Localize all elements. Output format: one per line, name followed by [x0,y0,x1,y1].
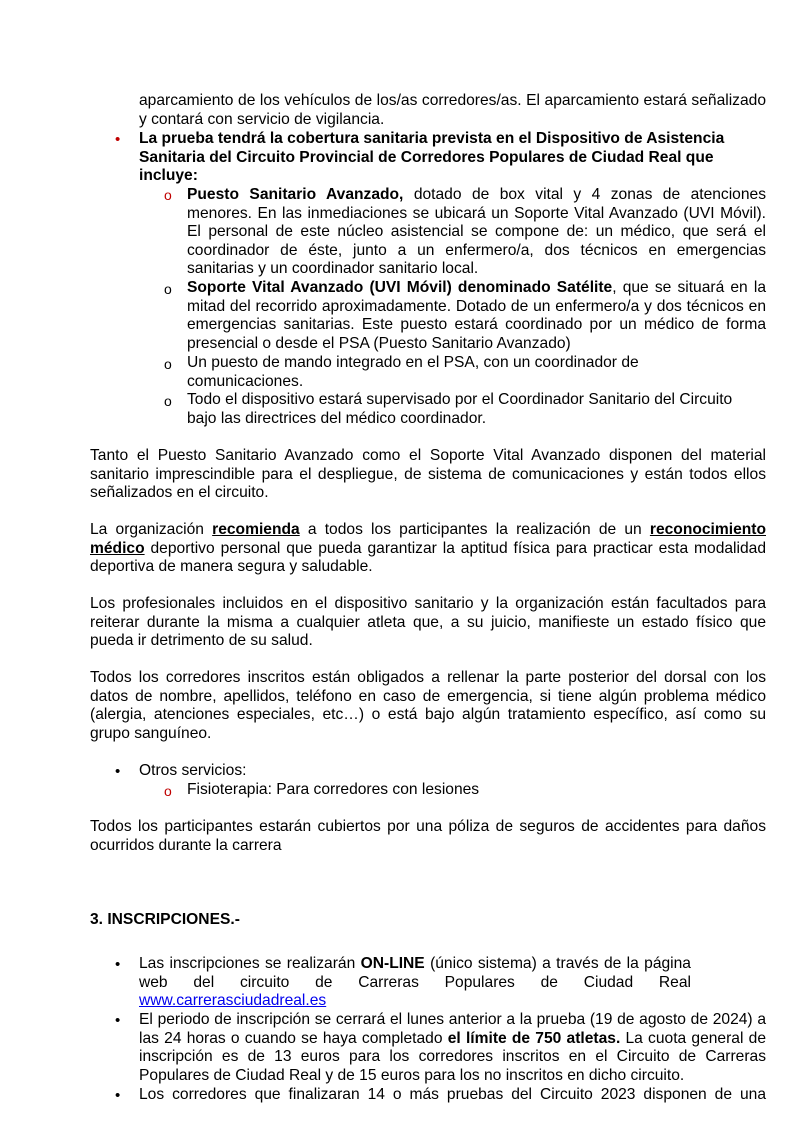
circle-bullet-icon: o [164,281,172,297]
circle-bullet-icon: o [164,783,172,799]
list-item: Un puesto de mando integrado en el PSA, con un coordinador de comunicaciones. [187,354,639,390]
registration-period-item: El periodo de inscripción se cerrará el lunes anterior a la prueba (19 de agosto de 2024) a las 24 horas o cuando se haya completado el límite de 750 atletas. La cuota general de inscripción es de 13 euros para los corredores inscritos en el Circuito de Carreras Populares de Ciudad Real y de 15 euros para los no inscritos en dicho circuito. [139,1011,766,1084]
bullet-icon: • [115,956,121,973]
bib-info-paragraph: Todos los corredores inscritos están obligados a rellenar la parte posterior del dorsal con los datos de nombre, apellidos, teléfono en caso de emergencia, si tiene algún problema médico (alergia, atenciones especiales, etc…) o está bajo algún tratamiento específico, así como su grupo sanguíneo. [90,669,766,742]
physiotherapy-item: Fisioterapia: Para corredores con lesiones [187,781,480,798]
resources-paragraph: Tanto el Puesto Sanitario Avanzado como el Soporte Vital Avanzado disponen del material sanitario imprescindible para el despliegue, de sistema de comunicaciones y están todos ellos señalizados en el circuito. [90,447,766,502]
circle-bullet-icon: o [164,356,172,372]
previous-circuit-item: Los corredores que finalizaran 14 o más pruebas del Circuito 2023 disponen de una [139,1086,766,1103]
circle-bullet-icon: o [164,187,172,203]
bullet-icon: • [115,1087,121,1104]
list-item: Puesto Sanitario Avanzado, dotado de box vital y 4 zonas de atenciones menores. En las inmediaciones se ubicará un Soporte Vital Avanzado (UVI Móvil). El personal de este núcleo asistencial se compone de: un médico, que será el coordinador de éste, junto a un enfermero/a, dos técnicos en emergencias sanitarias y un coordinador sanitario local. [187,186,766,278]
bullet-icon: • [115,763,121,780]
bullet-icon: • [115,1012,121,1029]
professionals-paragraph: Los profesionales incluidos en el dispositivo sanitario y la organización están facultados para reiterar durante la misma a cualquier atleta que, a su juicio, manifieste un estado físico que pueda ir detrimento de su salud. [90,595,766,650]
recommendation-paragraph: La organización recomienda a todos los participantes la realización de un reconocimiento médico deportivo personal que pueda garantizar la aptitud física para practicar esta modalidad deportiva de manera segura y saludable. [90,521,766,576]
list-item: Todo el dispositivo estará supervisado por el Coordinador Sanitario del Circuito bajo las directrices del médico coordinador. [187,391,733,427]
section-heading: 3. INSCRIPCIONES.- [90,911,240,928]
website-link[interactable]: www.carrerasciudadreal.es [139,992,327,1010]
parking-paragraph: aparcamiento de los vehículos de los/as corredores/as. El aparcamiento estará señalizado y contará con servicio de vigilancia. [139,92,766,128]
circle-bullet-icon: o [164,393,172,409]
list-item: Soporte Vital Avanzado (UVI Móvil) denominado Satélite, que se situará en la mitad del recorrido aproximadamente. Dotado de un enfermero/a y dos técnicos en emergencias sanitarias. Este puesto estará coordinado por un médico de forma presencial o desde el PSA (Puesto Sanitario Avanzado) [187,279,766,352]
insurance-paragraph: Todos los participantes estarán cubiertos por una póliza de seguros de accidentes para daños ocurridos durante la carrera [90,818,766,854]
bullet-icon: • [115,131,121,148]
sanitary-coverage-heading: La prueba tendrá la cobertura sanitaria prevista en el Dispositivo de Asistencia Sanitaria del Circuito Provincial de Corredores Populares de Ciudad Real que incluye: [139,130,725,185]
registration-online-item: Las inscripciones se realizarán ON-LINE (único sistema) a través de la página web del circuito de Carreras Populares de Ciudad Real www.carrerasciudadreal.es [139,955,691,1010]
other-services-label: Otros servicios: [139,762,247,779]
